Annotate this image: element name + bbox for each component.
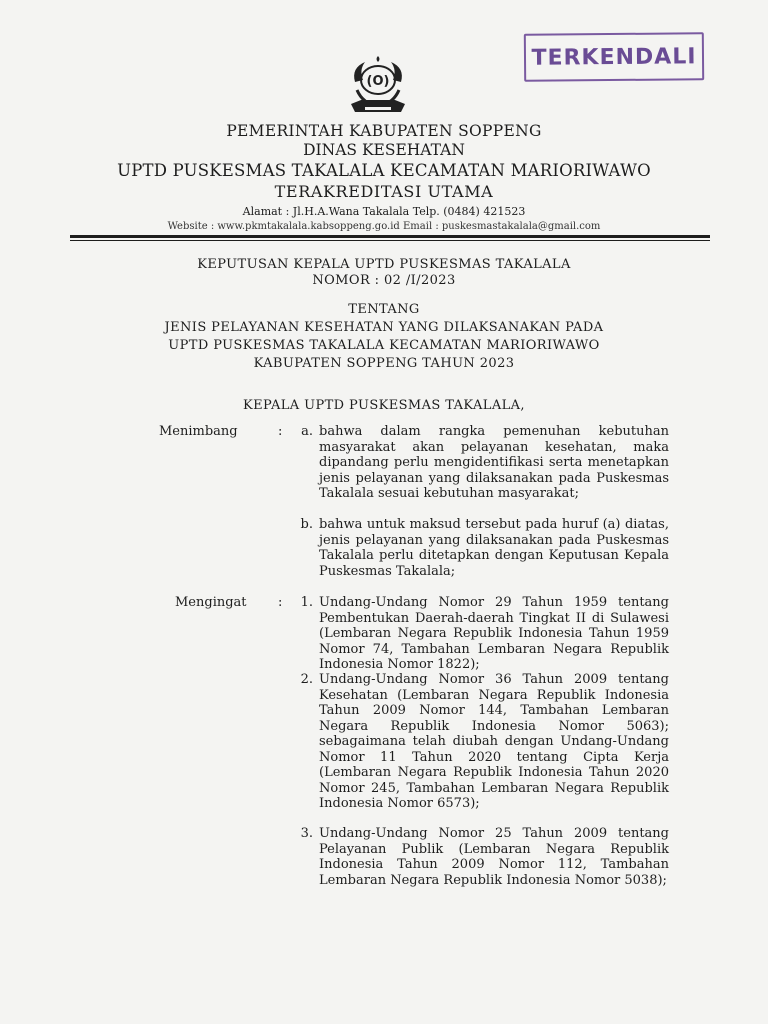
mengingat-item-3: Undang-Undang Nomor 25 Tahun 2009 tentang Pelayanan Publik (Lembaran Negara Republik Indonesia Tahun 2009 Nomor 112, Tambahan Lembaran Negara Republik Indonesia Nomor 5038); [319, 826, 669, 888]
menimbang-item-a: bahwa dalam rangka pemenuhan kebutuhan masyarakat akan pelayanan kesehatan, maka dipandang perlu mengidentifikasi serta menetapkan jenis pelayanan yang dilaksanakan pada Puskesmas Takalala sesuai kebutuhan masyarakat; [319, 424, 669, 501]
menimbang-marker-a: a. [301, 424, 313, 439]
decree-subject-line-3: KABUPATEN SOPPENG TAHUN 2023 [253, 356, 515, 371]
decree-about: TENTANG [348, 302, 420, 317]
mengingat-marker-3: 3. [300, 826, 313, 841]
menimbang-item-b: bahwa untuk maksud tersebut pada huruf (a) diatas, jenis pelayanan yang dilaksanakan pada Puskesmas Takalala perlu ditetapkan dengan Keputusan Kepala Puskesmas Takalala; [319, 517, 669, 579]
letterhead-department: DINAS KESEHATAN [303, 141, 465, 159]
mengingat-label: Mengingat [175, 595, 247, 610]
letterhead-divider-thin [70, 240, 710, 241]
mengingat-colon: : [278, 595, 283, 610]
decree-number: NOMOR : 02 /I/2023 [312, 273, 456, 288]
letterhead-accreditation: TERAKREDITASI UTAMA [274, 182, 494, 201]
letterhead-divider [70, 235, 710, 238]
letterhead-web-email: Website : www.pkmtakalala.kabsoppeng.go.id Email : puskesmastakalala@gmail.com [167, 221, 601, 232]
decree-subject-line-2: UPTD PUSKESMAS TAKALALA KECAMATAN MARIORIWAWO [168, 338, 600, 353]
mengingat-marker-1: 1. [300, 595, 313, 610]
regency-emblem-icon [343, 52, 413, 118]
decree-issuer: KEPALA UPTD PUSKESMAS TAKALALA, [243, 398, 525, 413]
decree-title: KEPUTUSAN KEPALA UPTD PUSKESMAS TAKALALA [197, 257, 571, 272]
mengingat-item-1: Undang-Undang Nomor 29 Tahun 1959 tentang Pembentukan Daerah-daerah Tingkat II di Sulawesi (Lembaran Negara Republik Indonesia Tahun 1959 Nomor 74, Tambahan Lembaran Negara Republik Indonesia Nomor 1822); [319, 595, 669, 672]
terkendali-stamp: TERKENDALI [524, 32, 704, 82]
letterhead-institution: UPTD PUSKESMAS TAKALALA KECAMATAN MARIORIWAWO [117, 161, 651, 180]
mengingat-marker-2: 2. [300, 672, 313, 687]
decree-subject-line-1: JENIS PELAYANAN KESEHATAN YANG DILAKSANAKAN PADA [164, 320, 604, 335]
menimbang-marker-b: b. [300, 517, 313, 532]
letterhead-address: Alamat : Jl.H.A.Wana Takalala Telp. (0484) 421523 [242, 205, 526, 218]
letterhead-government: PEMERINTAH KABUPATEN SOPPENG [226, 122, 542, 140]
menimbang-label: Menimbang [159, 424, 238, 439]
svg-text:(O): (O) [366, 74, 390, 89]
mengingat-item-2: Undang-Undang Nomor 36 Tahun 2009 tentang Kesehatan (Lembaran Negara Republik Indonesia Tahun 2009 Nomor 144, Tambahan Lembaran Negara Republik Indonesia Nomor 5063); sebagaimana telah diubah dengan Undang-Undang Nomor 11 Tahun 2020 tentang Cipta Kerja (Lembaran Negara Republik Indonesia Tahun 2020 Nomor 245, Tambahan Lembaran Negara Republik Indonesia Nomor 6573); [319, 672, 669, 811]
menimbang-colon: : [278, 424, 283, 439]
